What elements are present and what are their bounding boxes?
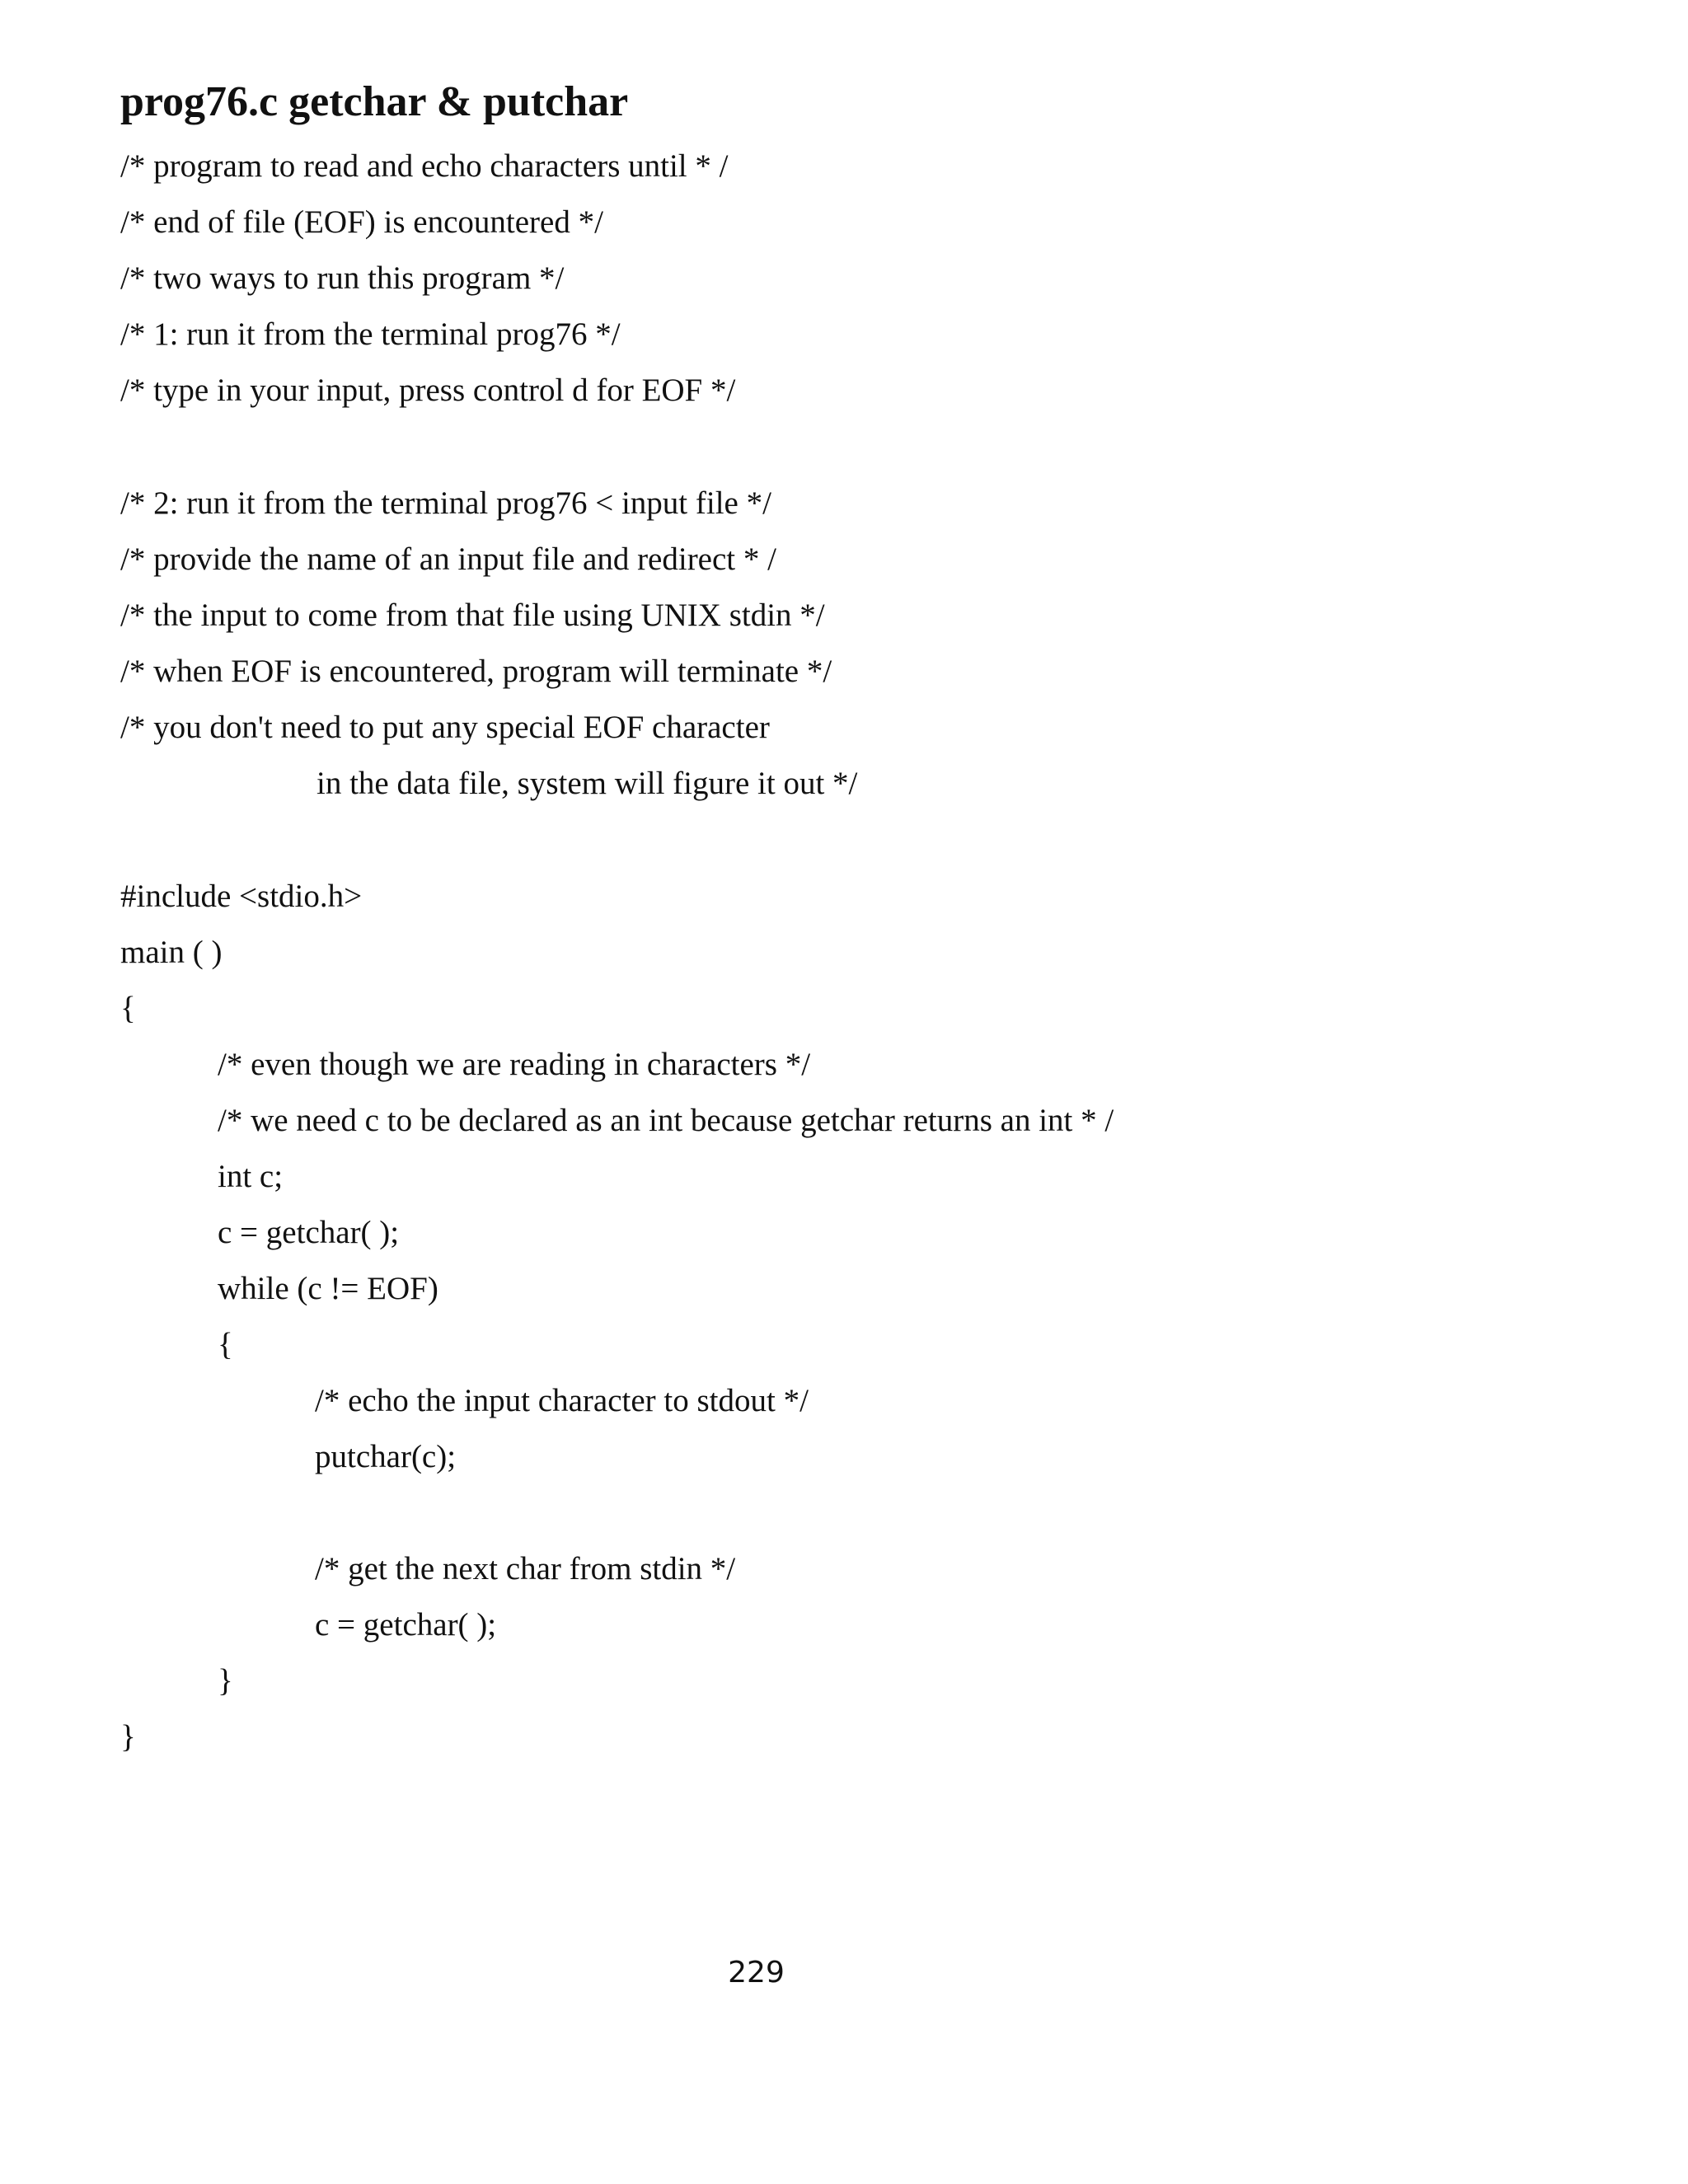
code-comment-1: /* even though we are reading in characters */	[218, 1047, 811, 1082]
header-comment-line-1: /* program to read and echo characters until * /	[120, 148, 729, 184]
putchar-call: putchar(c);	[315, 1439, 457, 1474]
next-char-comment: /* get the next char from stdin */	[315, 1551, 736, 1586]
first-getchar-call: c = getchar( );	[218, 1215, 400, 1250]
redirect-comment-line-1: /* 2: run it from the terminal prog76 < input file */	[120, 485, 771, 521]
redirect-comment-line-5: /* you don't need to put any special EOF character	[120, 710, 770, 745]
while-condition: while (c != EOF)	[218, 1271, 438, 1306]
redirect-comment-line-3: /* the input to come from that file using UNIX stdin */	[120, 598, 825, 633]
echo-comment: /* echo the input character to stdout */	[315, 1383, 809, 1418]
redirect-comment-line-6: in the data file, system will figure it out */	[316, 766, 858, 801]
include-directive: #include <stdio.h>	[120, 879, 363, 914]
code-comment-2: /* we need c to be declared as an int because getchar returns an int * /	[218, 1103, 1114, 1138]
header-comment-line-4: /* 1: run it from the terminal prog76 */	[120, 316, 621, 352]
redirect-comment-line-4: /* when EOF is encountered, program will terminate */	[120, 654, 832, 689]
variable-declaration: int c;	[218, 1159, 284, 1194]
main-signature: main ( )	[120, 935, 223, 970]
loop-open-brace: {	[218, 1327, 233, 1362]
page-title: prog76.c getchar & putchar	[120, 78, 629, 125]
loop-close-brace: }	[218, 1663, 233, 1699]
main-close-brace: }	[120, 1719, 136, 1755]
redirect-comment-line-2: /* provide the name of an input file and redirect * /	[120, 541, 776, 577]
header-comment-line-3: /* two ways to run this program */	[120, 260, 565, 296]
header-comment-line-5: /* type in your input, press control d for EOF */	[120, 373, 736, 408]
header-comment-line-2: /* end of file (EOF) is encountered */	[120, 204, 603, 240]
next-getchar-call: c = getchar( );	[315, 1607, 497, 1643]
main-open-brace: {	[120, 991, 136, 1026]
page-number: 229	[728, 1956, 785, 1990]
